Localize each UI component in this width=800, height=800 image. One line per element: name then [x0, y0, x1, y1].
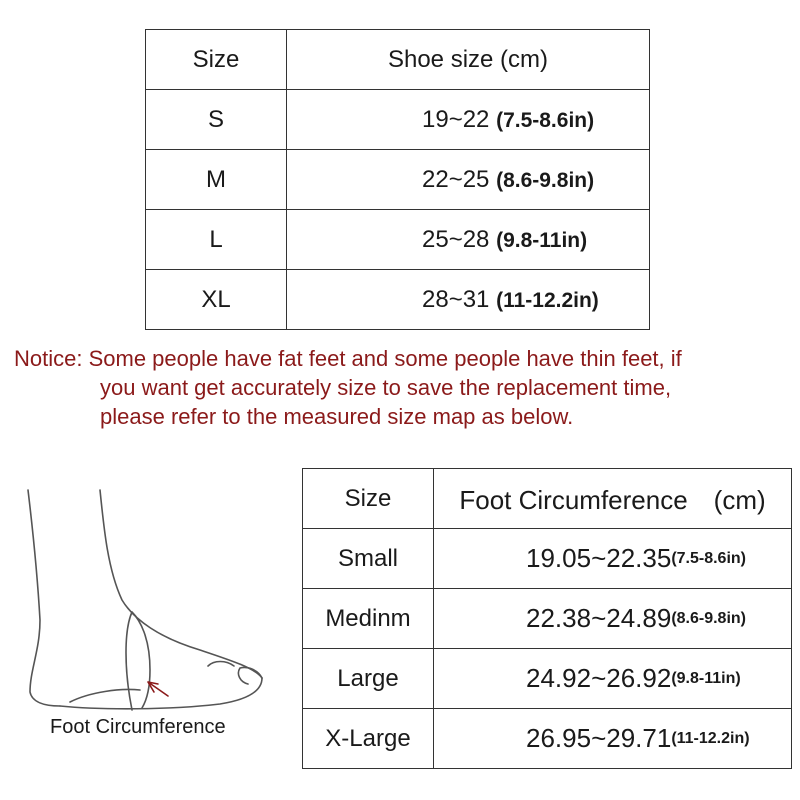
- size-cell: Medinm: [303, 589, 434, 649]
- foot-circumference-table: [302, 468, 792, 769]
- size-header: Size: [146, 30, 287, 90]
- cm-value: 22.38~24.89: [526, 603, 672, 633]
- inch-value: (7.5-8.6in): [671, 550, 746, 567]
- foot-toe-line: [238, 667, 262, 684]
- size-cell: S: [146, 90, 287, 150]
- notice-text: [14, 344, 794, 431]
- size-cell: XL: [146, 270, 287, 330]
- size-cell: X-Large: [303, 709, 434, 769]
- circumference-loop: [126, 612, 150, 710]
- table-row: [146, 90, 650, 150]
- notice-line: you want get accurately size to save the replacement time,: [100, 375, 672, 400]
- size-cell: Small: [303, 529, 434, 589]
- size-header: Size: [303, 469, 434, 529]
- shoe-size-cell: [287, 90, 650, 150]
- circumference-cell: [434, 529, 792, 589]
- shoe-size-cell: [287, 150, 650, 210]
- cm-value: 19~22: [422, 105, 497, 133]
- foot-toe-line: [208, 662, 234, 667]
- cm-value: 26.95~29.71: [526, 723, 672, 753]
- inch-value: (11-12.2in): [671, 730, 750, 747]
- notice-line: please refer to the measured size map as below.: [100, 404, 574, 429]
- cm-value: 22~25: [422, 165, 497, 193]
- foot-sole-line: [60, 678, 262, 709]
- inch-value: (9.8-11in): [496, 228, 588, 252]
- circumference-cell: [434, 649, 792, 709]
- shoe-size-header: Shoe size (cm): [287, 30, 650, 90]
- table-row: [146, 150, 650, 210]
- size-cell: Large: [303, 649, 434, 709]
- table-header-row: [146, 30, 650, 90]
- arrow-icon: [148, 682, 168, 696]
- shoe-size-cell: [287, 210, 650, 270]
- inch-value: (9.8-11in): [671, 670, 741, 687]
- inch-value: (8.6-9.8in): [671, 610, 746, 627]
- notice-line: Notice: Some people have fat feet and some people have thin feet, if: [14, 346, 682, 371]
- cm-value: 24.92~26.92: [526, 663, 672, 693]
- table-row: [303, 529, 792, 589]
- inch-value: (7.5-8.6in): [496, 108, 595, 132]
- foot-heel-line: [28, 490, 60, 706]
- table-row: [146, 210, 650, 270]
- circumference-cell: [434, 589, 792, 649]
- table-row: [146, 270, 650, 330]
- foot-circumference-caption: Foot Circumference: [50, 716, 226, 738]
- inch-value: (8.6-9.8in): [496, 168, 595, 192]
- cm-value: 25~28: [422, 225, 497, 253]
- size-cell: M: [146, 150, 287, 210]
- table-row: [303, 589, 792, 649]
- foot-front-line: [100, 490, 262, 678]
- size-cell: L: [146, 210, 287, 270]
- circumference-cell: [434, 709, 792, 769]
- shoe-size-cell: [287, 270, 650, 330]
- inch-value: (11-12.2in): [496, 288, 599, 312]
- table-row: [303, 709, 792, 769]
- circumference-header: Foot Circumference (cm): [434, 469, 792, 529]
- shoe-size-table: [145, 29, 650, 330]
- cm-value: 19.05~22.35: [526, 543, 672, 573]
- table-row: [303, 649, 792, 709]
- cm-value: 28~31: [422, 285, 497, 313]
- table-header-row: [303, 469, 792, 529]
